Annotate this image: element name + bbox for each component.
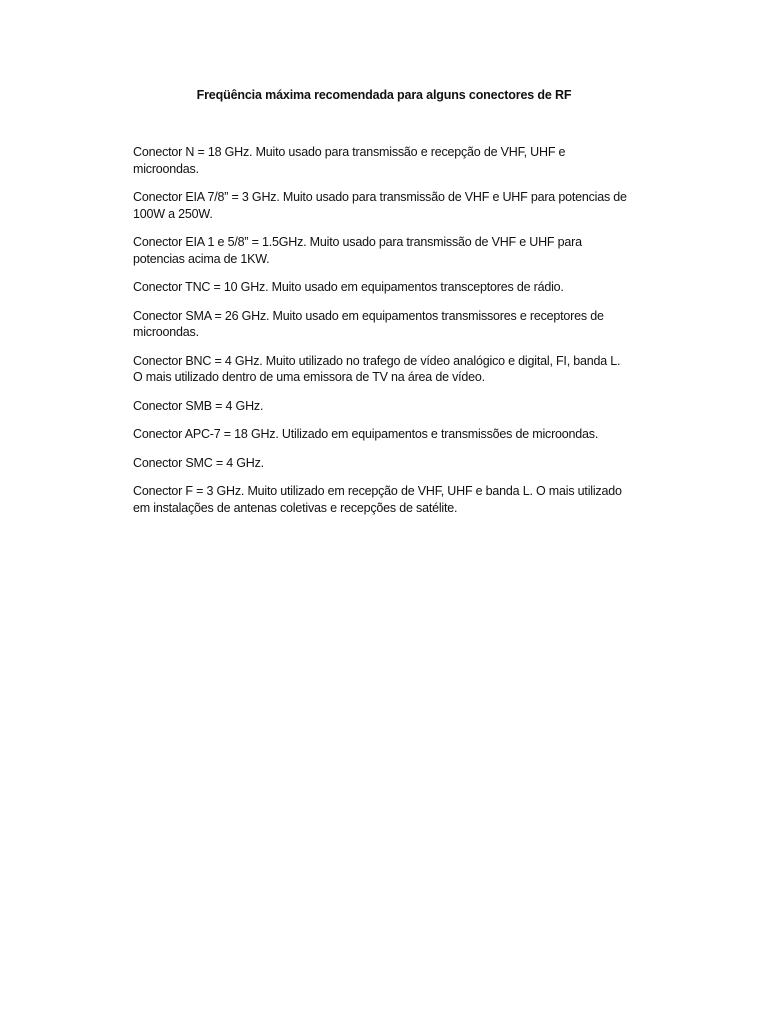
paragraph-conector-n: Conector N = 18 GHz. Muito usado para transmissão e recepção de VHF, UHF e microondas. [133, 145, 566, 176]
paragraph-conector-smb: Conector SMB = 4 GHz. [133, 398, 264, 413]
paragraph-conector-bnc: Conector BNC = 4 GHz. Muito utilizado no trafego de vídeo analógico e digital, FI, banda L. O mais utilizado dentro de uma emissora de TV na área de vídeo. [133, 353, 621, 384]
paragraph-conector-tnc: Conector TNC = 10 GHz. Muito usado em equipamentos transceptores de rádio. [133, 280, 564, 294]
paragraph-conector-f: Conector F = 3 GHz. Muito utilizado em recepção de VHF, UHF e banda L. O mais utilizado em instalações de antenas coletivas e recepções de satélite. [133, 484, 622, 515]
paragraph-conector-eia-7-8: Conector EIA 7/8” = 3 GHz. Muito usado para transmissão de VHF e UHF para potencias de 100W a 250W. [133, 190, 627, 221]
document-title: Freqüência máxima recomendada para alguns conectores de RF [196, 88, 572, 102]
paragraph-conector-sma: Conector SMA = 26 GHz. Muito usado em equipamentos transmissores e receptores de microondas. [133, 308, 604, 339]
document-body [133, 144, 633, 528]
paragraph-conector-apc-7: Conector APC-7 = 18 GHz. Utilizado em equipamentos e transmissões de microondas. [133, 427, 599, 441]
paragraph-conector-eia-1-5-8: Conector EIA 1 e 5/8” = 1.5GHz. Muito usado para transmissão de VHF e UHF para potencias acima de 1KW. [133, 235, 582, 266]
paragraph-conector-smc: Conector SMC = 4 GHz. [133, 455, 264, 470]
